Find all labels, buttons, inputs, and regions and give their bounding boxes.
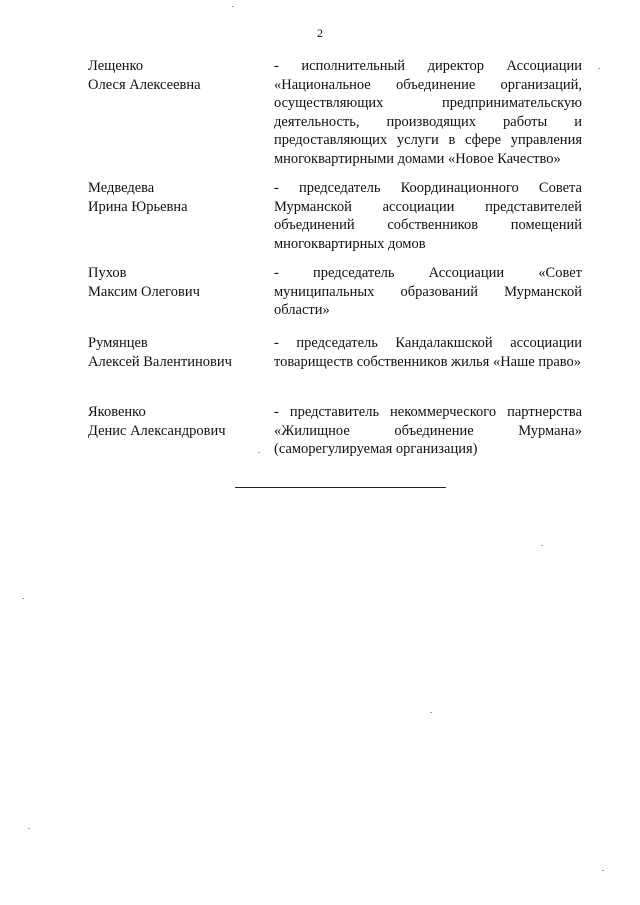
- member-role: - председатель Координационного Совета Мурманской ассоциации представителей объединений собственников помещений многоквартирных домов: [274, 180, 582, 252]
- scan-speck: [232, 6, 234, 7]
- scan-speck: [602, 870, 604, 871]
- member-given-names: Денис Александрович: [88, 422, 226, 439]
- page-number: 2: [317, 26, 323, 40]
- scan-speck: [541, 545, 543, 546]
- member-role: - председатель Кандалакшской ассоциации товариществ собственников жилья «Наше право»: [274, 335, 582, 370]
- member-name: [88, 264, 268, 301]
- closing-rule: [235, 487, 446, 488]
- member-given-names: Максим Олегович: [88, 283, 200, 300]
- member-given-names: Ирина Юрьевна: [88, 198, 188, 215]
- member-given-names: Олеся Алексеевна: [88, 76, 201, 93]
- member-surname: Медведева: [88, 180, 155, 196]
- member-name: [88, 57, 268, 94]
- scan-speck: [430, 712, 432, 713]
- member-name: [88, 334, 268, 371]
- member-role: - исполнительный директор Ассоциации «Национальное объединение организаций, осуществляющих предпринимательскую деятельность, производящих работы и предоставляющих услуги в сфере управления многоквартирными домами «Новое Качество»: [274, 58, 582, 167]
- member-given-names: Алексей Валентинович: [88, 353, 232, 370]
- scan-speck: [22, 598, 24, 599]
- member-name: [88, 403, 268, 440]
- member-surname: Румянцев: [88, 335, 148, 351]
- scan-speck: [258, 452, 260, 453]
- member-name: [88, 179, 268, 216]
- member-surname: Пухов: [88, 265, 127, 281]
- scan-speck: [598, 68, 600, 69]
- member-role: - председатель Ассоциации «Совет муниципальных образований Мурманской области»: [274, 265, 582, 318]
- member-role: - представитель некоммерческого партнерства «Жилищное объединение Мурмана» (саморегулируемая организация): [274, 404, 582, 457]
- member-surname: Яковенко: [88, 404, 146, 420]
- member-surname: Лещенко: [88, 58, 144, 74]
- scan-speck: [28, 828, 30, 829]
